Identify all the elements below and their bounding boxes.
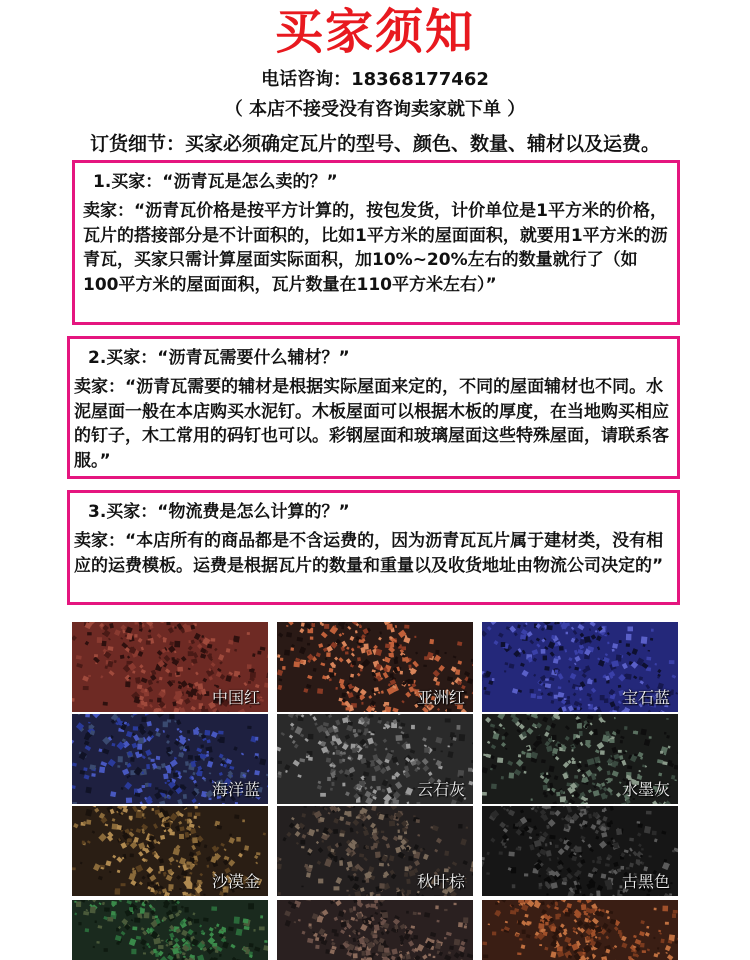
swatch-label: 云石灰: [416, 780, 465, 799]
color-swatch: [277, 900, 473, 960]
qa-answer: 卖家：“沥青瓦需要的辅材是根据实际屋面来定的，不同的屋面辅材也不同。水泥屋面一般在本店购买水泥钉。木板屋面可以根据木板的厚度，在当地购买相应的钉子，木工常用的码钉也可以。彩钢屋面和玻璃屋面这些特殊屋面，请联系客服。”: [74, 377, 669, 471]
qa-box-shipping: [67, 490, 680, 605]
color-swatch: [277, 714, 473, 804]
swatch-label: 水墨灰: [621, 780, 670, 799]
page-title: 买家须知: [274, 4, 475, 60]
color-swatch: [72, 900, 268, 960]
order-notice: （ 本店不接受没有咨询卖家就下单 ）: [224, 99, 526, 120]
color-swatch: [482, 900, 678, 960]
color-swatch: [72, 714, 268, 804]
color-swatch-grid: [62, 616, 690, 960]
phone-consult: 电话咨询：18368177462: [261, 69, 489, 90]
granule-texture: [72, 900, 268, 960]
swatch-label: 宝石蓝: [621, 688, 670, 707]
color-swatch: [482, 622, 678, 712]
qa-box-pricing: [72, 160, 680, 325]
qa-answer: 卖家：“沥青瓦价格是按平方计算的，按包发货，计价单位是1平方米的价格，瓦片的搭接部分是不计面积的，比如1平方米的屋面面积，就要用1平方米的沥青瓦，买家只需计算屋面实际面积，加10%~20%左右的数量就行了（如100平方米的屋面面积，瓦片数量在110平方米左右）”: [83, 201, 668, 295]
swatch-label: 秋叶棕: [416, 872, 465, 891]
granule-texture: [482, 900, 678, 960]
qa-answer: 卖家：“本店所有的商品都是不含运费的，因为沥青瓦瓦片属于建材类，没有相应的运费模板。运费是根据瓦片的数量和重量以及收货地址由物流公司决定的”: [74, 531, 664, 576]
color-swatch: [482, 806, 678, 896]
order-details: 订货细节：买家必须确定瓦片的型号、颜色、数量、辅材以及运费。: [89, 133, 660, 155]
color-swatch: [482, 714, 678, 804]
swatch-label: 亚洲红: [416, 688, 465, 707]
qa-question: 2.买家：“沥青瓦需要什么辅材？”: [88, 348, 350, 368]
granule-texture: [277, 900, 473, 960]
swatch-label: 沙漠金: [211, 872, 260, 891]
color-swatch: [72, 806, 268, 896]
qa-box-accessories: [67, 336, 680, 479]
color-swatch: [277, 622, 473, 712]
swatch-label: 中国红: [211, 688, 260, 707]
swatch-label: 古黑色: [621, 872, 670, 891]
qa-question: 1.买家：“沥青瓦是怎么卖的？”: [93, 172, 338, 192]
color-swatch: [277, 806, 473, 896]
color-swatch: [72, 622, 268, 712]
qa-question: 3.买家：“物流费是怎么计算的？”: [88, 502, 350, 522]
swatch-label: 海洋蓝: [211, 780, 260, 799]
